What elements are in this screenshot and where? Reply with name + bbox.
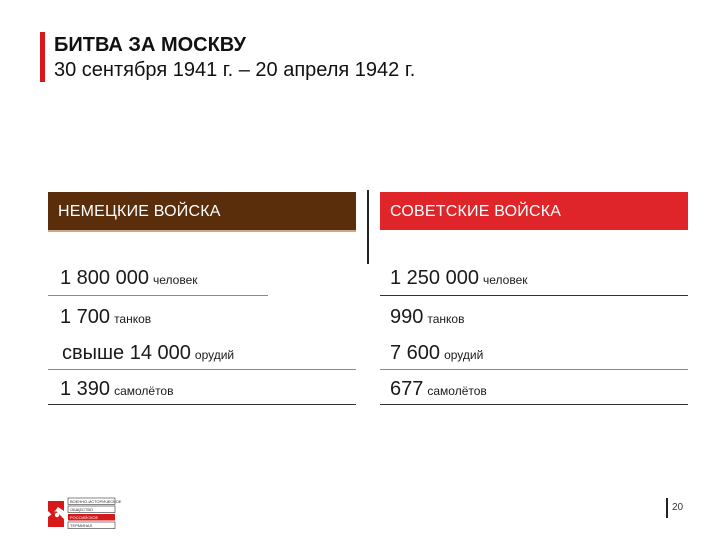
value: 7 600 xyxy=(390,342,441,364)
row-divider xyxy=(48,369,356,370)
soviet-personnel xyxy=(390,266,528,292)
value: 1 390 xyxy=(60,378,111,400)
organization-logo xyxy=(46,497,122,529)
soviet-forces-header-label: СОВЕТСКИЕ ВОЙСКА xyxy=(390,203,562,220)
unit: человек xyxy=(152,273,198,287)
german-aircraft xyxy=(60,377,173,403)
table-bottom-border xyxy=(48,404,356,405)
german-personnel xyxy=(60,266,198,292)
unit: танков xyxy=(427,312,465,326)
soviet-aircraft xyxy=(390,377,487,403)
german-forces-header xyxy=(48,192,356,232)
title-accent-bar xyxy=(40,32,45,82)
soviet-tanks xyxy=(390,305,464,331)
value: 990 xyxy=(390,306,424,328)
page-number: 20 xyxy=(672,502,684,513)
value: 1 700 xyxy=(60,306,111,328)
logo-line: ОБЩЕСТВО xyxy=(70,507,93,512)
table-bottom-border xyxy=(380,404,688,405)
row-divider xyxy=(380,295,688,296)
logo-line: РОССИЙСКОЕ xyxy=(70,515,99,520)
value: свыше 14 000 xyxy=(62,342,191,364)
german-tanks xyxy=(60,305,151,331)
value: 1 250 000 xyxy=(390,267,479,289)
value: 1 800 000 xyxy=(60,267,149,289)
unit: танков xyxy=(114,312,152,326)
unit: самолётов xyxy=(114,384,174,398)
soviet-artillery xyxy=(390,341,483,367)
logo-line: ТЕРМИНАЛ xyxy=(70,523,93,528)
slide-title: БИТВА ЗА МОСКВУ xyxy=(54,34,246,56)
unit: орудий xyxy=(444,348,484,362)
unit: орудий xyxy=(194,348,235,362)
column-divider xyxy=(367,190,369,264)
logo-line: ВОЕННО-ИСТОРИЧЕСКОЕ xyxy=(70,499,122,504)
soviet-forces-header xyxy=(380,192,688,230)
value: 677 xyxy=(390,378,424,400)
german-forces-header-label: НЕМЕЦКИЕ ВОЙСКА xyxy=(58,203,221,220)
row-divider xyxy=(48,295,268,296)
slide-subtitle: 30 сентября 1941 г. – 20 апреля 1942 г. xyxy=(54,59,416,81)
page-number-marker xyxy=(666,498,668,518)
unit: человек xyxy=(482,273,528,287)
row-divider xyxy=(380,369,688,370)
german-artillery xyxy=(62,341,234,367)
unit: самолётов xyxy=(427,384,487,398)
